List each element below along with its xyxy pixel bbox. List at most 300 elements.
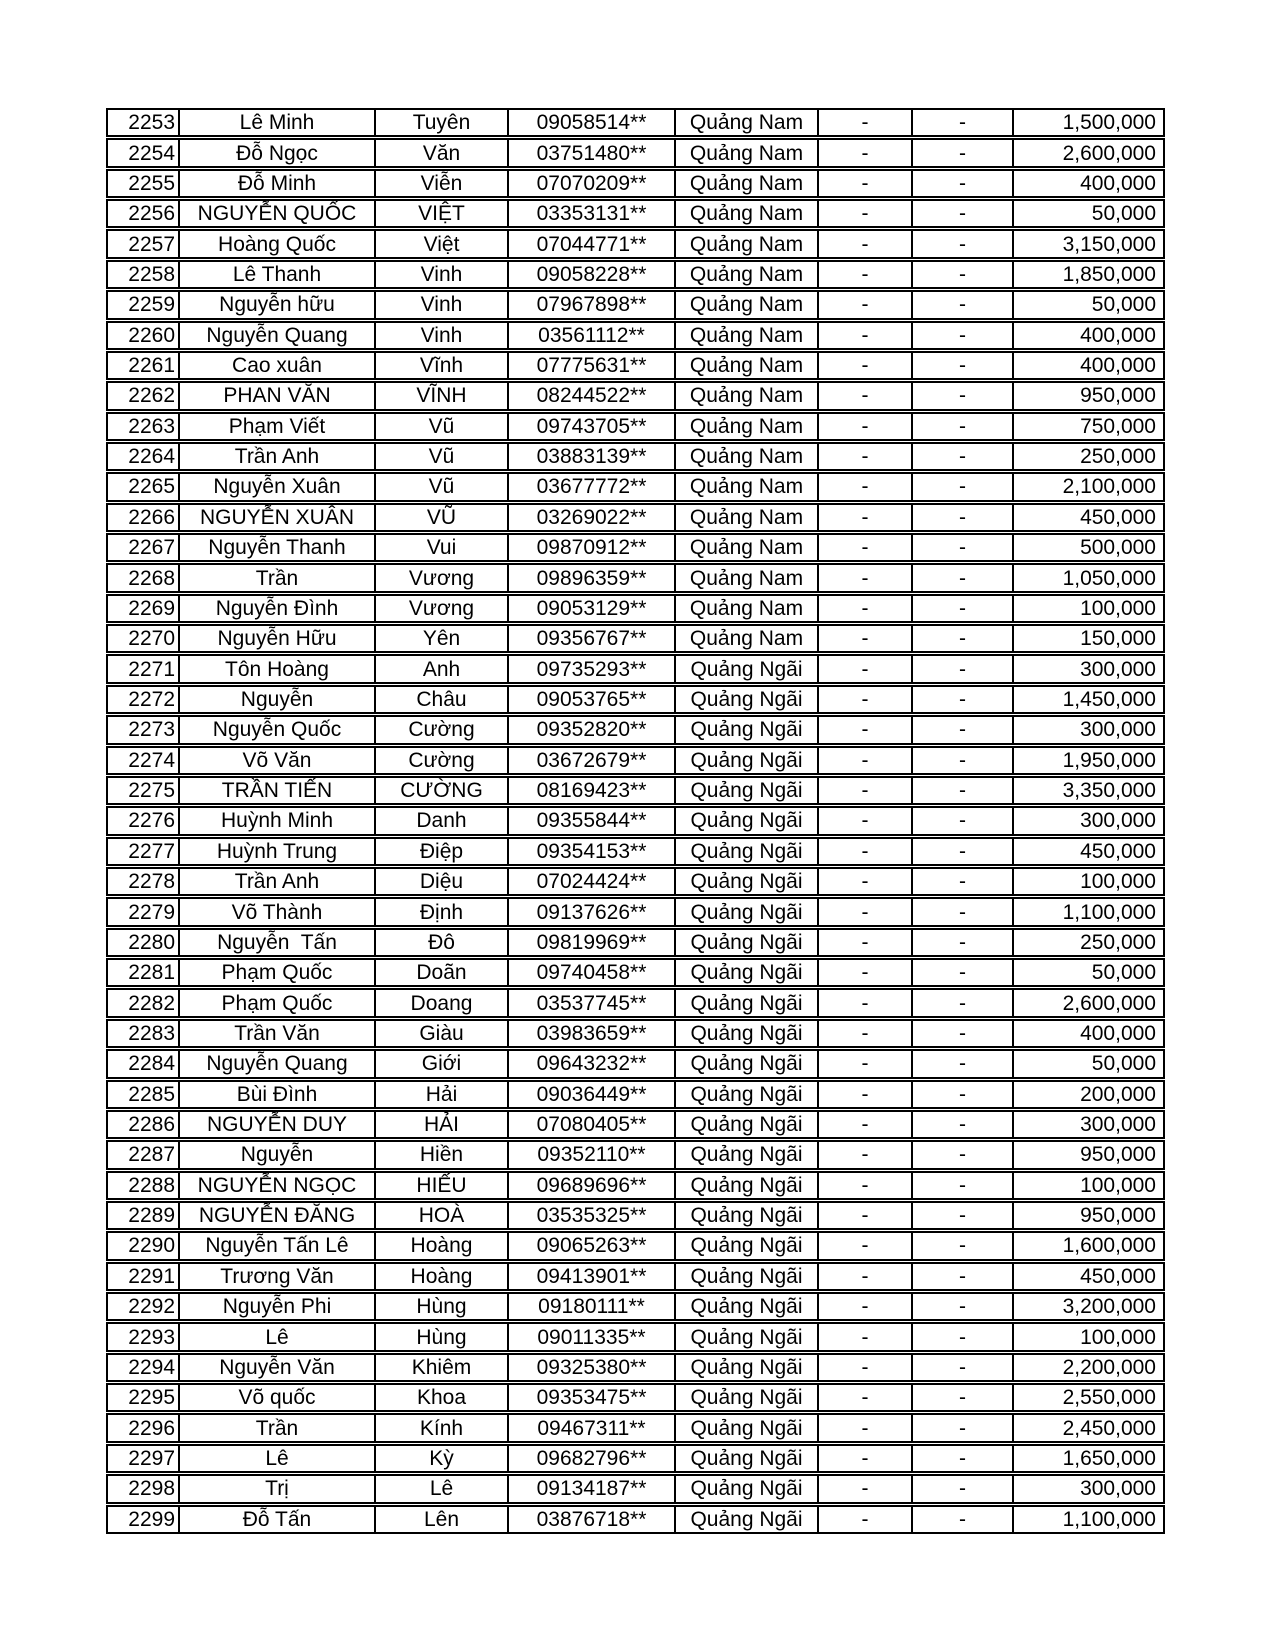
cell-dash-2: - — [913, 899, 1014, 924]
cell-dash-1: - — [819, 1385, 913, 1410]
cell-dash-2: - — [913, 1203, 1014, 1228]
cell-dash-2: - — [913, 505, 1014, 530]
cell-province: Quảng Nam — [676, 414, 819, 439]
cell-dash-1: - — [819, 1142, 913, 1167]
cell-family-middle-name: Trần Anh — [180, 444, 376, 469]
cell-amount: 400,000 — [1080, 354, 1156, 378]
cell-row-number: 2278 — [108, 869, 180, 894]
table-row — [106, 1019, 1165, 1048]
cell-row-number: 2286 — [108, 1112, 180, 1137]
cell-family-middle-name: Nguyễn Quốc — [180, 717, 376, 742]
cell-family-middle-name: Phạm Quốc — [180, 990, 376, 1015]
cell-province: Quảng Nam — [676, 353, 819, 378]
cell-province: Quảng Nam — [676, 262, 819, 287]
cell-amount: 200,000 — [1080, 1082, 1156, 1106]
table-row — [106, 533, 1165, 562]
cell-family-middle-name: NGUYỄN QUỐC — [180, 201, 376, 226]
table-row — [106, 837, 1165, 866]
table-row — [106, 1171, 1165, 1200]
cell-phone-masked: 07080405** — [509, 1112, 676, 1137]
table-row — [106, 321, 1165, 350]
cell-province: Quảng Ngãi — [676, 1142, 819, 1167]
cell-family-middle-name: Võ Thành — [180, 899, 376, 924]
table-row — [106, 412, 1165, 441]
table-row — [106, 351, 1165, 380]
cell-phone-masked: 09740458** — [509, 960, 676, 985]
cell-province: Quảng Nam — [676, 626, 819, 651]
cell-row-number: 2263 — [108, 414, 180, 439]
cell-dash-1: - — [819, 1051, 913, 1076]
table-row — [106, 988, 1165, 1017]
cell-dash-1: - — [819, 1112, 913, 1137]
cell-amount: 400,000 — [1080, 323, 1156, 347]
cell-province: Quảng Ngãi — [676, 687, 819, 712]
cell-province: Quảng Ngãi — [676, 839, 819, 864]
cell-dash-1: - — [819, 414, 913, 439]
cell-phone-masked: 07024424** — [509, 869, 676, 894]
table-row — [106, 715, 1165, 744]
cell-dash-2: - — [913, 474, 1014, 499]
cell-family-middle-name: Nguyễn Phi — [180, 1294, 376, 1319]
cell-dash-1: - — [819, 930, 913, 955]
cell-given-name: Vinh — [376, 323, 509, 348]
cell-given-name: VŨ — [376, 505, 509, 530]
cell-row-number: 2256 — [108, 201, 180, 226]
cell-given-name: Vương — [376, 596, 509, 621]
cell-given-name: Cường — [376, 748, 509, 773]
cell-dash-1: - — [819, 110, 913, 135]
cell-family-middle-name: Phạm Quốc — [180, 960, 376, 985]
cell-amount: 950,000 — [1080, 1204, 1156, 1228]
cell-family-middle-name: NGUYỄN XUÂN — [180, 505, 376, 530]
cell-dash-2: - — [913, 626, 1014, 651]
cell-phone-masked: 03561112** — [509, 323, 676, 348]
cell-province: Quảng Ngãi — [676, 1051, 819, 1076]
cell-row-number: 2267 — [108, 535, 180, 560]
cell-province: Quảng Ngãi — [676, 1385, 819, 1410]
cell-family-middle-name: Tôn Hoàng — [180, 656, 376, 681]
cell-amount: 1,100,000 — [1062, 1507, 1156, 1531]
cell-amount: 500,000 — [1080, 536, 1156, 560]
cell-row-number: 2266 — [108, 505, 180, 530]
cell-given-name: Vũ — [376, 444, 509, 469]
cell-dash-2: - — [913, 1415, 1014, 1440]
cell-province: Quảng Nam — [676, 596, 819, 621]
cell-given-name: Danh — [376, 808, 509, 833]
cell-row-number: 2258 — [108, 262, 180, 287]
cell-dash-1: - — [819, 1264, 913, 1289]
cell-given-name: Vinh — [376, 292, 509, 317]
cell-dash-2: - — [913, 1294, 1014, 1319]
cell-family-middle-name: Nguyễn Thanh — [180, 535, 376, 560]
cell-dash-2: - — [913, 1051, 1014, 1076]
cell-amount: 300,000 — [1080, 718, 1156, 742]
cell-given-name: Kính — [376, 1415, 509, 1440]
cell-dash-1: - — [819, 171, 913, 196]
cell-given-name: Tuyên — [376, 110, 509, 135]
cell-given-name: Hùng — [376, 1324, 509, 1349]
cell-row-number: 2292 — [108, 1294, 180, 1319]
cell-dash-2: - — [913, 1385, 1014, 1410]
cell-dash-2: - — [913, 1507, 1014, 1532]
table-row — [106, 897, 1165, 926]
cell-amount: 1,450,000 — [1062, 688, 1156, 711]
cell-dash-2: - — [913, 656, 1014, 681]
table-row — [106, 928, 1165, 957]
cell-dash-2: - — [913, 201, 1014, 226]
cell-dash-1: - — [819, 839, 913, 864]
cell-province: Quảng Ngãi — [676, 1294, 819, 1319]
cell-row-number: 2269 — [108, 596, 180, 621]
table-row — [106, 1110, 1165, 1139]
cell-phone-masked: 09036449** — [509, 1082, 676, 1107]
cell-family-middle-name: Bùi Đình — [180, 1082, 376, 1107]
cell-row-number: 2297 — [108, 1446, 180, 1471]
cell-dash-1: - — [819, 778, 913, 803]
cell-phone-masked: 09053129** — [509, 596, 676, 621]
cell-given-name: VIỆT — [376, 201, 509, 226]
cell-amount: 950,000 — [1080, 1143, 1156, 1167]
cell-amount: 2,550,000 — [1062, 1386, 1156, 1410]
cell-province: Quảng Nam — [676, 231, 819, 256]
cell-dash-2: - — [913, 1112, 1014, 1137]
cell-province: Quảng Ngãi — [676, 1264, 819, 1289]
cell-given-name: HOÀ — [376, 1203, 509, 1228]
cell-amount: 450,000 — [1080, 839, 1156, 863]
cell-dash-1: - — [819, 474, 913, 499]
table-row — [106, 1413, 1165, 1442]
cell-family-middle-name: Nguyễn Xuân — [180, 474, 376, 499]
cell-province: Quảng Ngãi — [676, 748, 819, 773]
cell-dash-1: - — [819, 505, 913, 530]
cell-amount: 3,350,000 — [1062, 779, 1156, 803]
cell-amount: 1,500,000 — [1062, 111, 1156, 135]
cell-family-middle-name: Trần Anh — [180, 869, 376, 894]
cell-family-middle-name: NGUYỄN DUY — [180, 1112, 376, 1137]
cell-given-name: Hải — [376, 1082, 509, 1107]
cell-amount: 400,000 — [1080, 1021, 1156, 1045]
cell-province: Quảng Nam — [676, 292, 819, 317]
table-row — [106, 169, 1165, 198]
cell-phone-masked: 09819969** — [509, 930, 676, 955]
cell-dash-1: - — [819, 1021, 913, 1046]
cell-amount: 2,100,000 — [1062, 475, 1156, 499]
table-row — [106, 472, 1165, 501]
cell-dash-1: - — [819, 960, 913, 985]
cell-province: Quảng Nam — [676, 474, 819, 499]
cell-given-name: Khiêm — [376, 1355, 509, 1380]
table-row — [106, 958, 1165, 987]
cell-amount: 250,000 — [1080, 930, 1156, 954]
cell-dash-2: - — [913, 596, 1014, 621]
cell-dash-1: - — [819, 1476, 913, 1501]
table-row — [106, 138, 1165, 167]
data-table — [106, 108, 1165, 1535]
cell-row-number: 2284 — [108, 1051, 180, 1076]
cell-given-name: Đô — [376, 930, 509, 955]
cell-row-number: 2287 — [108, 1142, 180, 1167]
cell-dash-2: - — [913, 1264, 1014, 1289]
cell-phone-masked: 09870912** — [509, 535, 676, 560]
table-row — [106, 442, 1165, 471]
cell-dash-1: - — [819, 323, 913, 348]
table-row — [106, 776, 1165, 805]
cell-row-number: 2270 — [108, 626, 180, 651]
cell-family-middle-name: Cao xuân — [180, 353, 376, 378]
cell-given-name: Doang — [376, 990, 509, 1015]
cell-dash-2: - — [913, 1021, 1014, 1046]
cell-family-middle-name: Lê Thanh — [180, 262, 376, 287]
cell-province: Quảng Ngãi — [676, 869, 819, 894]
cell-dash-1: - — [819, 1507, 913, 1532]
cell-province: Quảng Nam — [676, 535, 819, 560]
cell-province: Quảng Ngãi — [676, 656, 819, 681]
cell-province: Quảng Nam — [676, 505, 819, 530]
cell-family-middle-name: Trần — [180, 1415, 376, 1440]
cell-dash-1: - — [819, 717, 913, 742]
table-row — [106, 1201, 1165, 1230]
cell-given-name: HẢI — [376, 1112, 509, 1137]
cell-dash-2: - — [913, 930, 1014, 955]
cell-phone-masked: 09353475** — [509, 1385, 676, 1410]
cell-dash-1: - — [819, 1203, 913, 1228]
cell-dash-1: - — [819, 1324, 913, 1349]
cell-row-number: 2261 — [108, 353, 180, 378]
cell-province: Quảng Nam — [676, 140, 819, 165]
cell-given-name: Anh — [376, 656, 509, 681]
cell-phone-masked: 09735293** — [509, 656, 676, 681]
cell-phone-masked: 09896359** — [509, 565, 676, 590]
cell-family-middle-name: Nguyễn Văn — [180, 1355, 376, 1380]
cell-given-name: Yên — [376, 626, 509, 651]
cell-given-name: Việt — [376, 231, 509, 256]
cell-province: Quảng Ngãi — [676, 808, 819, 833]
cell-given-name: Định — [376, 899, 509, 924]
cell-dash-1: - — [819, 808, 913, 833]
cell-phone-masked: 07044771** — [509, 231, 676, 256]
cell-amount: 950,000 — [1080, 384, 1156, 408]
cell-family-middle-name: Đỗ Minh — [180, 171, 376, 196]
cell-phone-masked: 08169423** — [509, 778, 676, 803]
cell-row-number: 2268 — [108, 565, 180, 590]
cell-province: Quảng Ngãi — [676, 1233, 819, 1258]
cell-province: Quảng Ngãi — [676, 1355, 819, 1380]
cell-family-middle-name: Nguyễn hữu — [180, 292, 376, 317]
cell-row-number: 2272 — [108, 687, 180, 712]
cell-family-middle-name: Nguyễn Quang — [180, 1051, 376, 1076]
cell-row-number: 2254 — [108, 140, 180, 165]
cell-row-number: 2279 — [108, 899, 180, 924]
cell-family-middle-name: Huỳnh Minh — [180, 808, 376, 833]
cell-row-number: 2276 — [108, 808, 180, 833]
cell-dash-2: - — [913, 171, 1014, 196]
cell-dash-2: - — [913, 839, 1014, 864]
cell-dash-2: - — [913, 1446, 1014, 1471]
cell-given-name: Hoàng — [376, 1264, 509, 1289]
cell-dash-1: - — [819, 383, 913, 408]
cell-amount: 300,000 — [1080, 1477, 1156, 1501]
cell-phone-masked: 03269022** — [509, 505, 676, 530]
cell-dash-2: - — [913, 140, 1014, 165]
cell-amount: 300,000 — [1080, 809, 1156, 833]
cell-given-name: Điệp — [376, 839, 509, 864]
cell-given-name: Doãn — [376, 960, 509, 985]
table-row — [106, 1262, 1165, 1291]
cell-amount: 400,000 — [1080, 171, 1156, 195]
cell-amount: 1,950,000 — [1062, 748, 1156, 772]
cell-dash-1: - — [819, 687, 913, 712]
cell-family-middle-name: NGUYỄN NGỌC — [180, 1173, 376, 1198]
table-row — [106, 1231, 1165, 1260]
cell-phone-masked: 09137626** — [509, 899, 676, 924]
table-row — [106, 654, 1165, 683]
cell-amount: 250,000 — [1080, 445, 1156, 469]
cell-row-number: 2293 — [108, 1324, 180, 1349]
table-row — [106, 1140, 1165, 1169]
cell-given-name: CƯỜNG — [376, 778, 509, 803]
cell-row-number: 2259 — [108, 292, 180, 317]
cell-family-middle-name: Huỳnh Trung — [180, 839, 376, 864]
cell-phone-masked: 07775631** — [509, 353, 676, 378]
cell-phone-masked: 09413901** — [509, 1264, 676, 1289]
cell-phone-masked: 09689696** — [509, 1173, 676, 1198]
cell-province: Quảng Ngãi — [676, 1203, 819, 1228]
table-row — [106, 1292, 1165, 1321]
cell-phone-masked: 09743705** — [509, 414, 676, 439]
cell-amount: 50,000 — [1091, 293, 1156, 317]
cell-phone-masked: 09355844** — [509, 808, 676, 833]
cell-province: Quảng Ngãi — [676, 778, 819, 803]
cell-dash-2: - — [913, 292, 1014, 317]
cell-family-middle-name: TRẦN TIẾN — [180, 778, 376, 803]
cell-given-name: HIẾU — [376, 1173, 509, 1198]
cell-amount: 1,050,000 — [1062, 566, 1156, 590]
cell-given-name: Lên — [376, 1507, 509, 1532]
cell-province: Quảng Ngãi — [676, 930, 819, 955]
cell-phone-masked: 09352820** — [509, 717, 676, 742]
cell-dash-1: - — [819, 1233, 913, 1258]
cell-dash-2: - — [913, 110, 1014, 135]
cell-family-middle-name: Lê — [180, 1324, 376, 1349]
cell-dash-2: - — [913, 353, 1014, 378]
cell-province: Quảng Nam — [676, 444, 819, 469]
cell-row-number: 2295 — [108, 1385, 180, 1410]
cell-family-middle-name: Trần — [180, 565, 376, 590]
table-row — [106, 229, 1165, 258]
cell-family-middle-name: PHAN VĂN — [180, 383, 376, 408]
table-row — [106, 1353, 1165, 1382]
cell-family-middle-name: Nguyễn — [180, 687, 376, 712]
cell-dash-2: - — [913, 960, 1014, 985]
cell-province: Quảng Ngãi — [676, 1112, 819, 1137]
cell-province: Quảng Ngãi — [676, 1021, 819, 1046]
cell-dash-1: - — [819, 869, 913, 894]
cell-dash-1: - — [819, 262, 913, 287]
cell-given-name: Văn — [376, 140, 509, 165]
cell-given-name: Hiền — [376, 1142, 509, 1167]
cell-dash-2: - — [913, 748, 1014, 773]
cell-dash-1: - — [819, 1415, 913, 1440]
cell-row-number: 2271 — [108, 656, 180, 681]
cell-phone-masked: 03535325** — [509, 1203, 676, 1228]
cell-phone-masked: 09356767** — [509, 626, 676, 651]
cell-row-number: 2290 — [108, 1233, 180, 1258]
cell-dash-2: - — [913, 1142, 1014, 1167]
table-row — [106, 381, 1165, 410]
cell-dash-1: - — [819, 231, 913, 256]
cell-phone-masked: 03751480** — [509, 140, 676, 165]
cell-row-number: 2289 — [108, 1203, 180, 1228]
table-row — [106, 563, 1165, 592]
cell-phone-masked: 03672679** — [509, 748, 676, 773]
cell-given-name: Hoàng — [376, 1233, 509, 1258]
cell-province: Quảng Ngãi — [676, 960, 819, 985]
cell-phone-masked: 03983659** — [509, 1021, 676, 1046]
table-row — [106, 867, 1165, 896]
cell-amount: 100,000 — [1080, 596, 1156, 620]
cell-dash-2: - — [913, 1324, 1014, 1349]
cell-phone-masked: 03876718** — [509, 1507, 676, 1532]
cell-dash-2: - — [913, 808, 1014, 833]
cell-amount: 450,000 — [1080, 505, 1156, 529]
cell-row-number: 2299 — [108, 1507, 180, 1532]
cell-province: Quảng Nam — [676, 383, 819, 408]
table-row — [106, 199, 1165, 228]
table-row — [106, 806, 1165, 835]
cell-amount: 3,200,000 — [1062, 1295, 1156, 1319]
cell-phone-masked: 09354153** — [509, 839, 676, 864]
cell-phone-masked: 09058228** — [509, 262, 676, 287]
cell-province: Quảng Ngãi — [676, 1446, 819, 1471]
cell-phone-masked: 03353131** — [509, 201, 676, 226]
cell-amount: 2,600,000 — [1062, 991, 1156, 1015]
cell-amount: 450,000 — [1080, 1264, 1156, 1288]
cell-given-name: Giàu — [376, 1021, 509, 1046]
cell-row-number: 2288 — [108, 1173, 180, 1198]
cell-family-middle-name: Nguyễn — [180, 1142, 376, 1167]
cell-phone-masked: 08244522** — [509, 383, 676, 408]
cell-dash-1: - — [819, 565, 913, 590]
cell-dash-1: - — [819, 1446, 913, 1471]
cell-given-name: Cường — [376, 717, 509, 742]
cell-dash-2: - — [913, 444, 1014, 469]
table-row — [106, 1322, 1165, 1351]
cell-province: Quảng Ngãi — [676, 1082, 819, 1107]
cell-row-number: 2294 — [108, 1355, 180, 1380]
cell-dash-2: - — [913, 687, 1014, 712]
cell-dash-1: - — [819, 596, 913, 621]
cell-given-name: Kỳ — [376, 1446, 509, 1471]
table-row — [106, 1049, 1165, 1078]
cell-dash-2: - — [913, 1173, 1014, 1198]
cell-dash-2: - — [913, 262, 1014, 287]
cell-phone-masked: 07967898** — [509, 292, 676, 317]
cell-amount: 50,000 — [1091, 202, 1156, 226]
cell-row-number: 2253 — [108, 110, 180, 135]
cell-row-number: 2262 — [108, 383, 180, 408]
cell-row-number: 2273 — [108, 717, 180, 742]
cell-dash-2: - — [913, 323, 1014, 348]
table-row — [106, 1383, 1165, 1412]
cell-phone-masked: 03537745** — [509, 990, 676, 1015]
cell-province: Quảng Nam — [676, 171, 819, 196]
cell-phone-masked: 09134187** — [509, 1476, 676, 1501]
cell-given-name: Viễn — [376, 171, 509, 196]
cell-given-name: Lê — [376, 1476, 509, 1501]
cell-row-number: 2257 — [108, 231, 180, 256]
cell-row-number: 2283 — [108, 1021, 180, 1046]
cell-phone-masked: 09352110** — [509, 1142, 676, 1167]
